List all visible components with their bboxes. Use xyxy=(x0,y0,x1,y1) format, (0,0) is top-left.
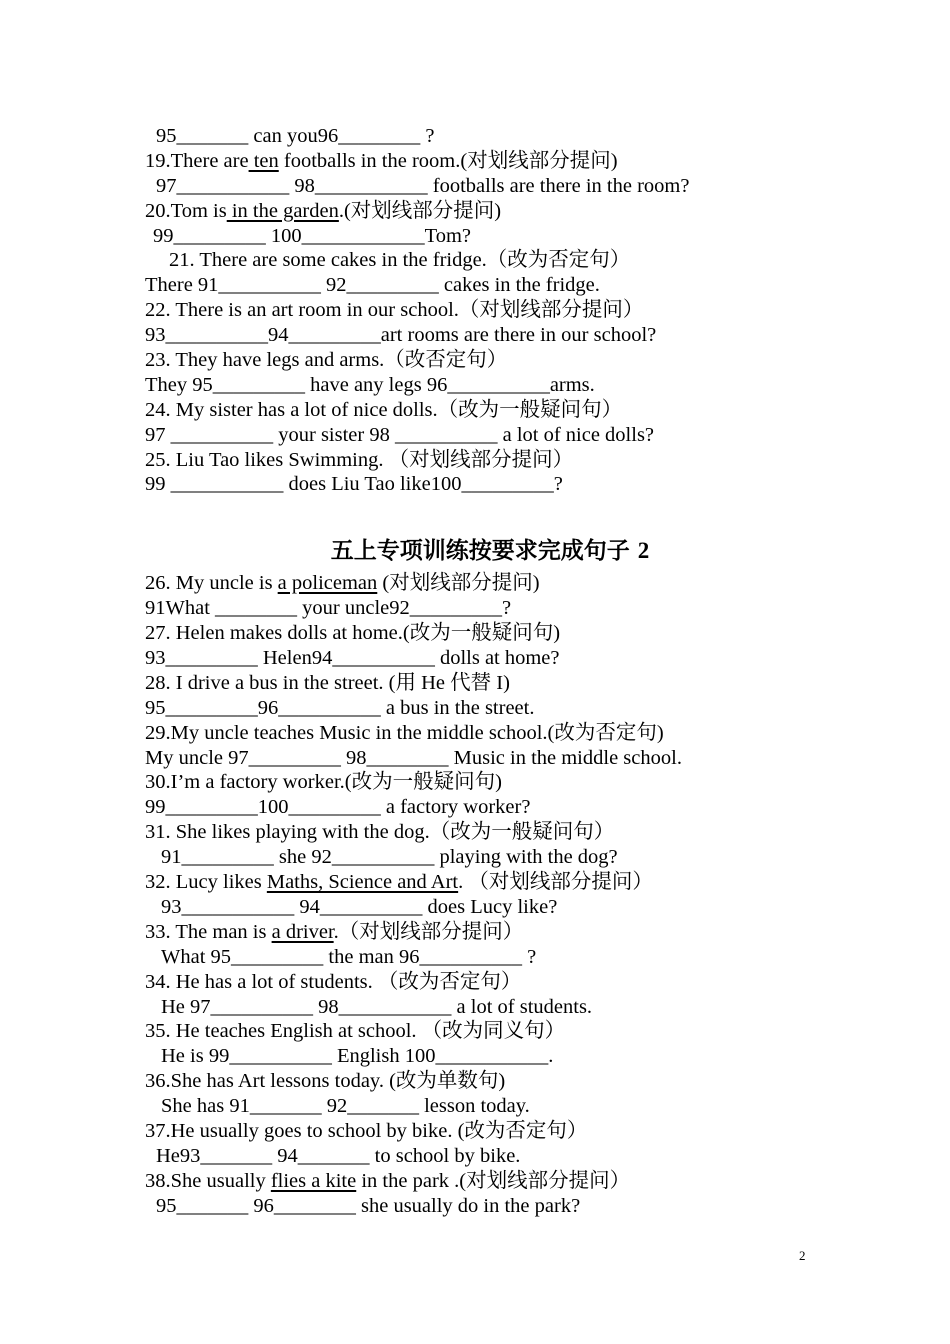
exercise-line xyxy=(145,895,845,920)
line-text: 91What ________ your uncle92_________? xyxy=(145,597,512,620)
exercise-line xyxy=(145,920,845,945)
exercise-line xyxy=(145,795,845,820)
exercise-line xyxy=(145,373,845,398)
line-text: 93_________ Helen94__________ dolls at home? xyxy=(145,647,560,670)
line-text: What 95_________ the man 96__________ ? xyxy=(161,945,537,968)
underlined-phrase: ten xyxy=(248,149,279,172)
exercise-line xyxy=(145,1044,845,1069)
exercise-line xyxy=(145,870,845,895)
exercise-line xyxy=(145,1119,845,1144)
line-text: 38.She usually xyxy=(145,1169,271,1192)
exercise-line xyxy=(145,995,845,1020)
line-text: 23. They have legs and arms.（改否定句） xyxy=(145,349,508,372)
exercise-line xyxy=(145,596,845,621)
line-text: 29.My uncle teaches Music in the middle school.(改为否定句) xyxy=(145,721,664,744)
page-number: 2 xyxy=(799,1248,806,1263)
line-text: 99 ___________ does Liu Tao like100_________? xyxy=(145,473,563,496)
line-text: .（对划线部分提问） xyxy=(333,920,524,943)
line-text: 37.He usually goes to school by bike. (改为否定句） xyxy=(145,1119,588,1142)
exercise-line xyxy=(145,845,845,870)
line-text: 95_______ can you96________ ? xyxy=(156,125,435,147)
exercise-line xyxy=(145,348,845,373)
line-text: 99_________ 100____________Tom? xyxy=(153,224,472,247)
exercise-line xyxy=(145,398,845,423)
line-text: (对划线部分提问) xyxy=(377,572,540,595)
exercise-line xyxy=(145,273,845,298)
document-body xyxy=(145,124,845,1219)
exercise-line xyxy=(145,945,845,970)
exercise-line xyxy=(145,199,845,224)
exercise-line xyxy=(145,1144,845,1169)
exercise-line xyxy=(145,746,845,771)
exercise-line xyxy=(145,571,845,596)
line-text: He is 99__________ English 100___________. xyxy=(161,1045,554,1068)
line-text: 31. She likes playing with the dog.（改为一般疑问句） xyxy=(145,821,615,844)
line-text: 97___________ 98___________ footballs are there in the room? xyxy=(156,174,690,197)
exercise-line xyxy=(145,298,845,323)
section-gap xyxy=(145,497,845,531)
line-text: 27. Helen makes dolls at home.(改为一般疑问句) xyxy=(145,622,561,645)
exercise-line xyxy=(145,671,845,696)
exercise-line xyxy=(145,1194,845,1219)
section-title-number: 2 xyxy=(637,538,650,564)
exercise-section-2 xyxy=(145,571,845,1218)
underlined-phrase: a policeman xyxy=(277,572,378,595)
line-text: 95_________96__________ a bus in the street. xyxy=(145,696,535,719)
line-text: in the park .(对划线部分提问） xyxy=(356,1169,631,1192)
line-text: She has 91_______ 92_______ lesson today. xyxy=(161,1095,530,1118)
exercise-section-1 xyxy=(145,124,845,497)
underlined-phrase: a driver xyxy=(271,920,334,943)
line-text: 25. Liu Tao likes Swimming. （对划线部分提问） xyxy=(145,448,574,471)
exercise-line xyxy=(145,448,845,473)
line-text: 97 __________ your sister 98 __________ a lot of nice dolls? xyxy=(145,423,655,446)
line-text: 99_________100_________ a factory worker? xyxy=(145,796,531,819)
line-text: 93__________94_________art rooms are there in our school? xyxy=(145,324,657,347)
exercise-line xyxy=(145,1019,845,1044)
line-text: 36.She has Art lessons today. (改为单数句) xyxy=(145,1070,506,1093)
line-text: There 91__________ 92_________ cakes in the fridge. xyxy=(145,274,600,297)
line-text: 20.Tom is xyxy=(145,199,227,222)
line-text: .(对划线部分提问) xyxy=(338,199,502,222)
line-text: 91_________ she 92__________ playing with the dog? xyxy=(161,846,618,869)
line-text: 21. There are some cakes in the fridge.（改为否定句） xyxy=(169,249,631,272)
line-text: 34. He has a lot of students. （改为否定句） xyxy=(145,970,522,993)
underlined-phrase: Maths, Science and Art xyxy=(266,871,459,894)
line-text: . （对划线部分提问） xyxy=(458,871,653,894)
exercise-line xyxy=(145,1069,845,1094)
line-text: They 95_________ have any legs 96__________arms. xyxy=(145,373,595,396)
exercise-line xyxy=(145,970,845,995)
line-text: 22. There is an art room in our school.（对划线部分提问） xyxy=(145,299,644,322)
exercise-line xyxy=(145,721,845,746)
exercise-line xyxy=(145,149,845,174)
exercise-line xyxy=(145,1094,845,1119)
exercise-line xyxy=(145,770,845,795)
line-text: 26. My uncle is xyxy=(145,572,278,595)
line-text: 28. I drive a bus in the street. (用 He 代替 I) xyxy=(145,671,510,694)
exercise-line xyxy=(145,1169,845,1194)
exercise-line xyxy=(145,423,845,448)
exercise-line xyxy=(145,646,845,671)
line-text: He93_______ 94_______ to school by bike. xyxy=(156,1144,521,1167)
underlined-phrase: flies a kite xyxy=(270,1169,357,1192)
exercise-line xyxy=(145,820,845,845)
exercise-line xyxy=(145,696,845,721)
line-text: 35. He teaches English at school. （改为同义句） xyxy=(145,1020,566,1043)
line-text: He 97__________ 98___________ a lot of students. xyxy=(161,995,593,1018)
exercise-line xyxy=(145,323,845,348)
line-text: 30.I’m a factory worker.(改为一般疑问句) xyxy=(145,771,502,794)
exercise-line xyxy=(145,472,845,497)
exercise-line xyxy=(145,124,845,149)
underlined-phrase: in the garden xyxy=(226,199,339,222)
line-text: footballs in the room.(对划线部分提问) xyxy=(278,149,618,172)
line-text: 33. The man is xyxy=(145,920,272,943)
section-title-text: 五上专项训练按要求完成句子 xyxy=(330,538,630,565)
line-text: 95_______ 96________ she usually do in the park? xyxy=(156,1194,581,1217)
section-title xyxy=(135,531,845,571)
line-text: 24. My sister has a lot of nice dolls.（改为一般疑问句） xyxy=(145,398,623,421)
line-text: 93___________ 94__________ does Lucy like? xyxy=(161,895,558,918)
exercise-line xyxy=(145,621,845,646)
line-text: 19.There are xyxy=(145,149,249,172)
exercise-line xyxy=(145,248,845,273)
line-text: My uncle 97_________ 98________ Music in the middle school. xyxy=(145,746,682,769)
line-text: 32. Lucy likes xyxy=(145,871,267,894)
exercise-line xyxy=(145,174,845,199)
exercise-line xyxy=(145,224,845,249)
